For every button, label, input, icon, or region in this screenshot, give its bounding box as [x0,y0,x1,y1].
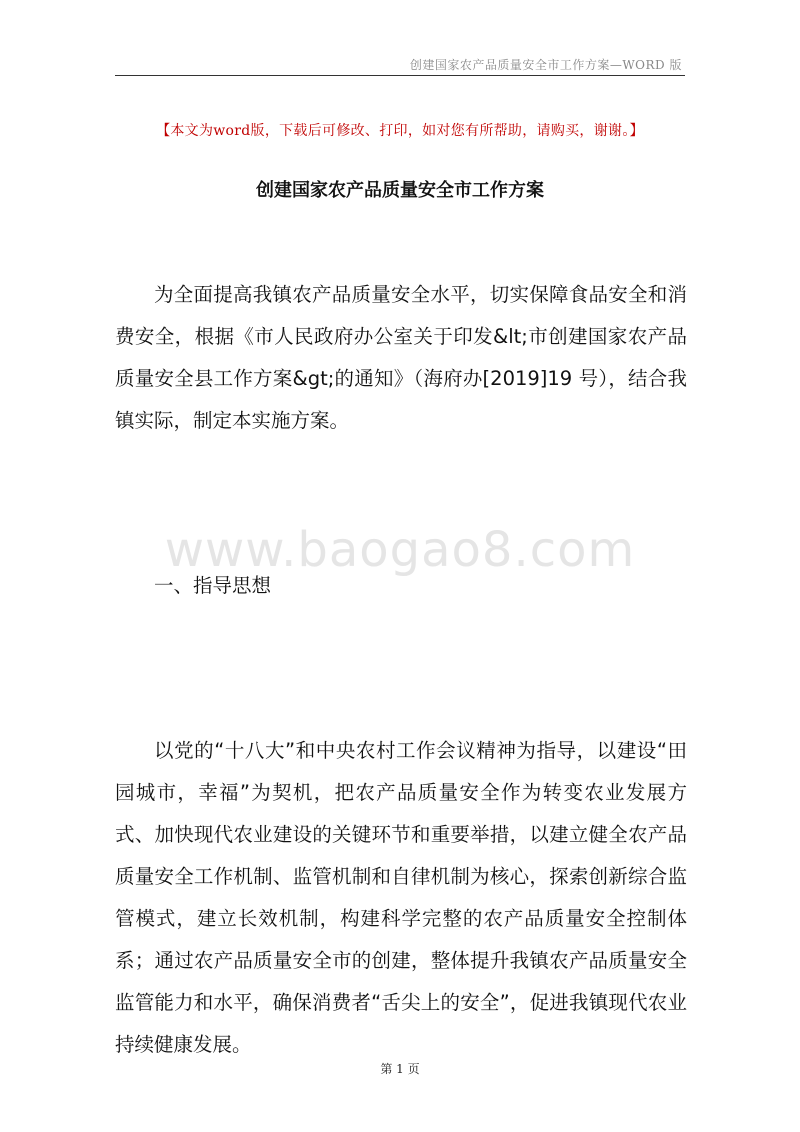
page-number: 第 1 页 [380,1062,420,1076]
header-divider [115,75,685,76]
document-title: 创建国家农产品质量安全市工作方案 [256,180,544,201]
running-header: 创建国家农产品质量安全市工作方案—WORD 版 [409,58,682,72]
section1-paragraph: 以党的“十八大”和中央农村工作会议精神为指导，以建设“田园城市，幸福”为契机，把农产品质量安全作为转变农业发展方式、加快现代农业建设的关键环节和重要举措，以建立健全农产品质量安全工作机制、监管机制和自律机制为核心，探索创新综合监管模式，建立长效机制，构建科学完整的农产品质量安全控制体系；通过农产品质量安全市的创建，整体提升我镇农产品质量安全监管能力和水平，确保消费者“舌尖上的安全”，促进我镇现代农业持续健康发展。 [115,739,687,1056]
download-notice: 【本文为word版，下载后可修改、打印，如对您有所帮助，请购买，谢谢。】 [156,123,644,139]
section-heading-guiding-ideology: 一、指导思想 [154,574,272,597]
intro-paragraph: 为全面提高我镇农产品质量安全水平，切实保障食品安全和消费安全，根据《市人民政府办公室关于印发&lt;市创建国家农产品质量安全县工作方案&gt;的通知》（海府办[2019]19 号），结合我镇实际，制定本实施方案。 [115,283,687,432]
watermark: www.baogao8.com [164,522,636,578]
